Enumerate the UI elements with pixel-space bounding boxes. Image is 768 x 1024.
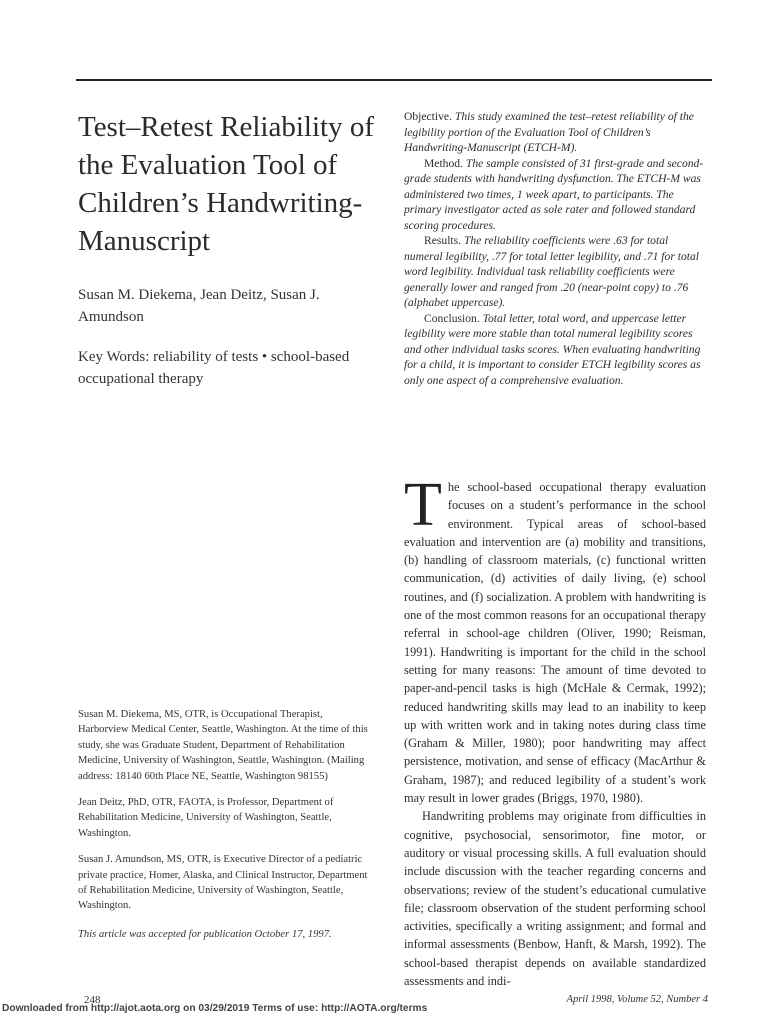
- abstract-results-text: The reliability coefficients were .63 for total numeral legibility, .77 for total letter legibility, and .71 for total word legibility. Individual task reliability coefficients were generally lower and ranged from .20 (near-point copy) to .76 (alphabet uppercase).: [404, 234, 699, 309]
- affiliation-amundson: Susan J. Amundson, MS, OTR, is Executive Director of a pediatric private practice, Homer, Alaska, and Clinical Instructor, Department of Rehabilitation Medicine, University of Washington, Seattle, Washington.: [78, 854, 368, 912]
- abstract-results: [404, 233, 704, 311]
- body-paragraph-1-text: he school-based occupational therapy evaluation focuses on a student’s performance in the school environment. Typical areas of school-based evaluation and intervention are (a) mobility and transitions, (b) handling of classroom materials, (c) functional written communication, (d) activities of daily living, (e) school routines, and (f) socialization. A problem with handwriting is one of the most common reasons for an occupational therapy referral in school-age children (Oliver, 1990; Reisman, 1991). Handwriting is important for the child in the school setting for many reasons: The amount of time devoted to paper-and-pencil tasks is high (McHale & Cermak, 1992); reduced handwriting skills may lead to an inability to keep up with written work and in taking notes during class time (Graham & Miller, 1980); poor handwriting may affect persistence, motivation, and sense of efficacy (MacArthur & Graham, 1987); and reduced legibility of a student’s work may result in lower grades (Briggs, 1970, 1980).: [404, 480, 706, 806]
- download-notice: Downloaded from http://ajot.aota.org on 03/29/2019 Terms of use: http://AOTA.org/terms: [2, 1003, 428, 1014]
- abstract-objective-text: This study examined the test–retest reliability of the legibility portion of the Evaluation Tool of Children’s Handwriting-Manuscript (ETCH-M).: [404, 110, 694, 154]
- drop-cap: T: [404, 471, 442, 539]
- article-keywords: Key Words: reliability of tests • school-based occupational therapy: [78, 349, 350, 387]
- abstract-results-label: Results.: [424, 234, 462, 247]
- body-paragraph-1: [404, 471, 706, 807]
- article-body: [404, 471, 706, 990]
- affiliation-deitz: Jean Deitz, PhD, OTR, FAOTA, is Professor, Department of Rehabilitation Medicine, University of Washington, Seattle, Washington.: [78, 797, 334, 839]
- abstract-conclusion: [404, 311, 704, 389]
- affiliation-diekema: Susan M. Diekema, MS, OTR, is Occupational Therapist, Harborview Medical Center, Seattle, Washington. At the time of this study, she was Graduate Student, Department of Rehabilitation Medicine, University of Washington, Seattle, Washington. (Mailing address: 18140 60th Place NE, Seattle, Washington 98155): [78, 709, 368, 782]
- journal-info: April 1998, Volume 52, Number 4: [566, 994, 708, 1005]
- abstract-method-label: Method.: [424, 156, 463, 170]
- abstract-conclusion-label: Conclusion.: [424, 311, 480, 325]
- abstract-method: [404, 156, 704, 234]
- body-paragraph-2: Handwriting problems may originate from difficulties in cognitive, psychosocial, sensorimotor, fine motor, or auditory or visual processing skills. A full evaluation should include discussion with the teacher regarding concerns and observations; review of the student’s educational cumulative file; classroom observation of the student performing school activities, specifically a writing assignment; and formal and informal assessments (Benbow, Hanft, & Marsh, 1992). The school-based therapist depends on available standardized assessments and indi-: [404, 809, 706, 989]
- abstract-method-text: The sample consisted of 31 first-grade and second-grade students with handwriting dysfunction. The ETCH-M was administered two times, 1 week apart, to participants. The primary investigator acted as sole rater and followed standard scoring procedures.: [404, 156, 704, 232]
- article-authors: Susan M. Diekema, Jean Deitz, Susan J. Amundson: [78, 287, 320, 325]
- author-affiliations: [78, 707, 370, 953]
- acceptance-note: This article was accepted for publication October 17, 1997.: [78, 928, 332, 940]
- abstract: [404, 109, 704, 388]
- abstract-conclusion-text: Total letter, total word, and uppercase letter legibility were more stable than total numeral legibility scores and other individual tasks scores. When evaluating handwriting for a child, it is important to consider ETCH legibility scores as only one aspect of a comprehensive evaluation.: [404, 311, 701, 387]
- page-number: 248: [84, 994, 101, 1006]
- abstract-objective: [404, 109, 704, 156]
- top-rule: [76, 79, 712, 81]
- abstract-objective-label: Objective.: [404, 110, 452, 123]
- article-title: Test–Retest Reliability of the Evaluation Tool of Children’s Handwriting-Manuscript: [78, 111, 374, 257]
